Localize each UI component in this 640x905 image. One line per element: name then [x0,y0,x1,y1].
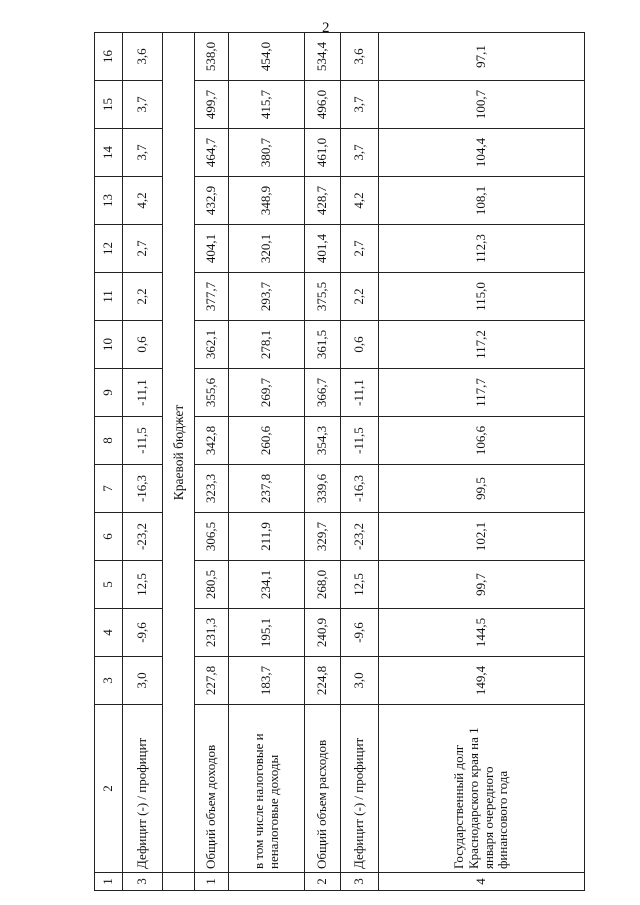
value-cell: 117,2 [379,321,585,369]
value-cell: -23,2 [341,513,379,561]
header-cell: 9 [95,369,123,417]
row-label: в том числе налоговые и неналоговые доходы [229,705,305,873]
value-cell: 499,7 [195,81,229,129]
row-label: Общий объем доходов [195,705,229,873]
value-cell: 224,8 [305,657,341,705]
value-cell: 269,7 [229,369,305,417]
row-label: Дефицит (-) / профицит [341,705,379,873]
section-title: Краевой бюджет [163,33,195,873]
value-cell: 415,7 [229,81,305,129]
value-cell: 2,7 [341,225,379,273]
section-row [163,33,195,891]
value-cell: 404,1 [195,225,229,273]
value-cell: 354,3 [305,417,341,465]
header-cell: 12 [95,225,123,273]
table-row [195,33,229,891]
value-cell: 366,7 [305,369,341,417]
value-cell: -9,6 [123,609,163,657]
header-cell: 8 [95,417,123,465]
row-label: Общий объем расходов [305,705,341,873]
value-cell: 260,6 [229,417,305,465]
value-cell: 227,8 [195,657,229,705]
value-cell: 464,7 [195,129,229,177]
value-cell: 3,7 [123,129,163,177]
value-cell: 4,2 [341,177,379,225]
value-cell: 3,6 [123,33,163,81]
value-cell: -16,3 [341,465,379,513]
value-cell: 375,5 [305,273,341,321]
value-cell: 3,0 [123,657,163,705]
value-cell: 432,9 [195,177,229,225]
value-cell: 234,1 [229,561,305,609]
table-row [341,33,379,891]
value-cell: 100,7 [379,81,585,129]
value-cell: 362,1 [195,321,229,369]
value-cell: 99,7 [379,561,585,609]
header-cell: 11 [95,273,123,321]
value-cell: 2,2 [341,273,379,321]
row-number: 1 [195,873,229,891]
rotated-table-container [94,41,584,891]
row-number: 2 [305,873,341,891]
header-cell: 14 [95,129,123,177]
value-cell: 401,4 [305,225,341,273]
table-row [123,33,163,891]
row-number: 3 [123,873,163,891]
value-cell: 454,0 [229,33,305,81]
value-cell: 3,7 [123,81,163,129]
header-cell: 13 [95,177,123,225]
value-cell: 108,1 [379,177,585,225]
value-cell: 195,1 [229,609,305,657]
value-cell: 12,5 [123,561,163,609]
header-cell: 6 [95,513,123,561]
value-cell: 355,6 [195,369,229,417]
row-number: 3 [341,873,379,891]
value-cell: 3,7 [341,81,379,129]
value-cell: 293,7 [229,273,305,321]
value-cell: 149,4 [379,657,585,705]
header-cell: 16 [95,33,123,81]
value-cell: 99,5 [379,465,585,513]
value-cell: 348,9 [229,177,305,225]
header-cell: 15 [95,81,123,129]
value-cell: 428,7 [305,177,341,225]
value-cell: -11,1 [341,369,379,417]
value-cell: 2,2 [123,273,163,321]
value-cell: 115,0 [379,273,585,321]
header-cell: 4 [95,609,123,657]
header-cell: 7 [95,465,123,513]
value-cell: 323,3 [195,465,229,513]
value-cell: 106,6 [379,417,585,465]
value-cell: 237,8 [229,465,305,513]
row-label: Государственный долг Краснодарского края на 1 января очередного финансового года [379,705,585,873]
value-cell: -11,5 [123,417,163,465]
value-cell: 144,5 [379,609,585,657]
value-cell: 306,5 [195,513,229,561]
value-cell: 0,6 [123,321,163,369]
value-cell: 12,5 [341,561,379,609]
value-cell: 268,0 [305,561,341,609]
value-cell: 496,0 [305,81,341,129]
value-cell: 211,9 [229,513,305,561]
value-cell: 3,0 [341,657,379,705]
table-row [305,33,341,891]
value-cell: 4,2 [123,177,163,225]
value-cell: 329,7 [305,513,341,561]
value-cell: -11,5 [341,417,379,465]
value-cell: -23,2 [123,513,163,561]
value-cell: 280,5 [195,561,229,609]
table-row [379,33,585,891]
value-cell: 97,1 [379,33,585,81]
budget-table [94,32,585,891]
value-cell: 112,3 [379,225,585,273]
value-cell: 3,7 [341,129,379,177]
header-cell: 1 [95,873,123,891]
page-number: 2 [322,20,330,36]
value-cell: 538,0 [195,33,229,81]
value-cell: 320,1 [229,225,305,273]
row-number: 4 [379,873,585,891]
value-cell: 117,7 [379,369,585,417]
value-cell: -11,1 [123,369,163,417]
header-cell: 5 [95,561,123,609]
blank-cell [163,873,195,891]
header-row [95,33,123,891]
value-cell: 278,1 [229,321,305,369]
value-cell: 104,4 [379,129,585,177]
value-cell: 0,6 [341,321,379,369]
value-cell: 2,7 [123,225,163,273]
table-row [229,33,305,891]
value-cell: 534,4 [305,33,341,81]
header-cell: 2 [95,705,123,873]
value-cell: 102,1 [379,513,585,561]
value-cell: 339,6 [305,465,341,513]
header-cell: 10 [95,321,123,369]
value-cell: 377,7 [195,273,229,321]
header-cell: 3 [95,657,123,705]
value-cell: 361,5 [305,321,341,369]
value-cell: 183,7 [229,657,305,705]
value-cell: -16,3 [123,465,163,513]
value-cell: 342,8 [195,417,229,465]
value-cell: 3,6 [341,33,379,81]
row-label: Дефицит (-) / профицит [123,705,163,873]
row-number [229,873,305,891]
value-cell: 240,9 [305,609,341,657]
value-cell: 461,0 [305,129,341,177]
value-cell: -9,6 [341,609,379,657]
value-cell: 380,7 [229,129,305,177]
value-cell: 231,3 [195,609,229,657]
